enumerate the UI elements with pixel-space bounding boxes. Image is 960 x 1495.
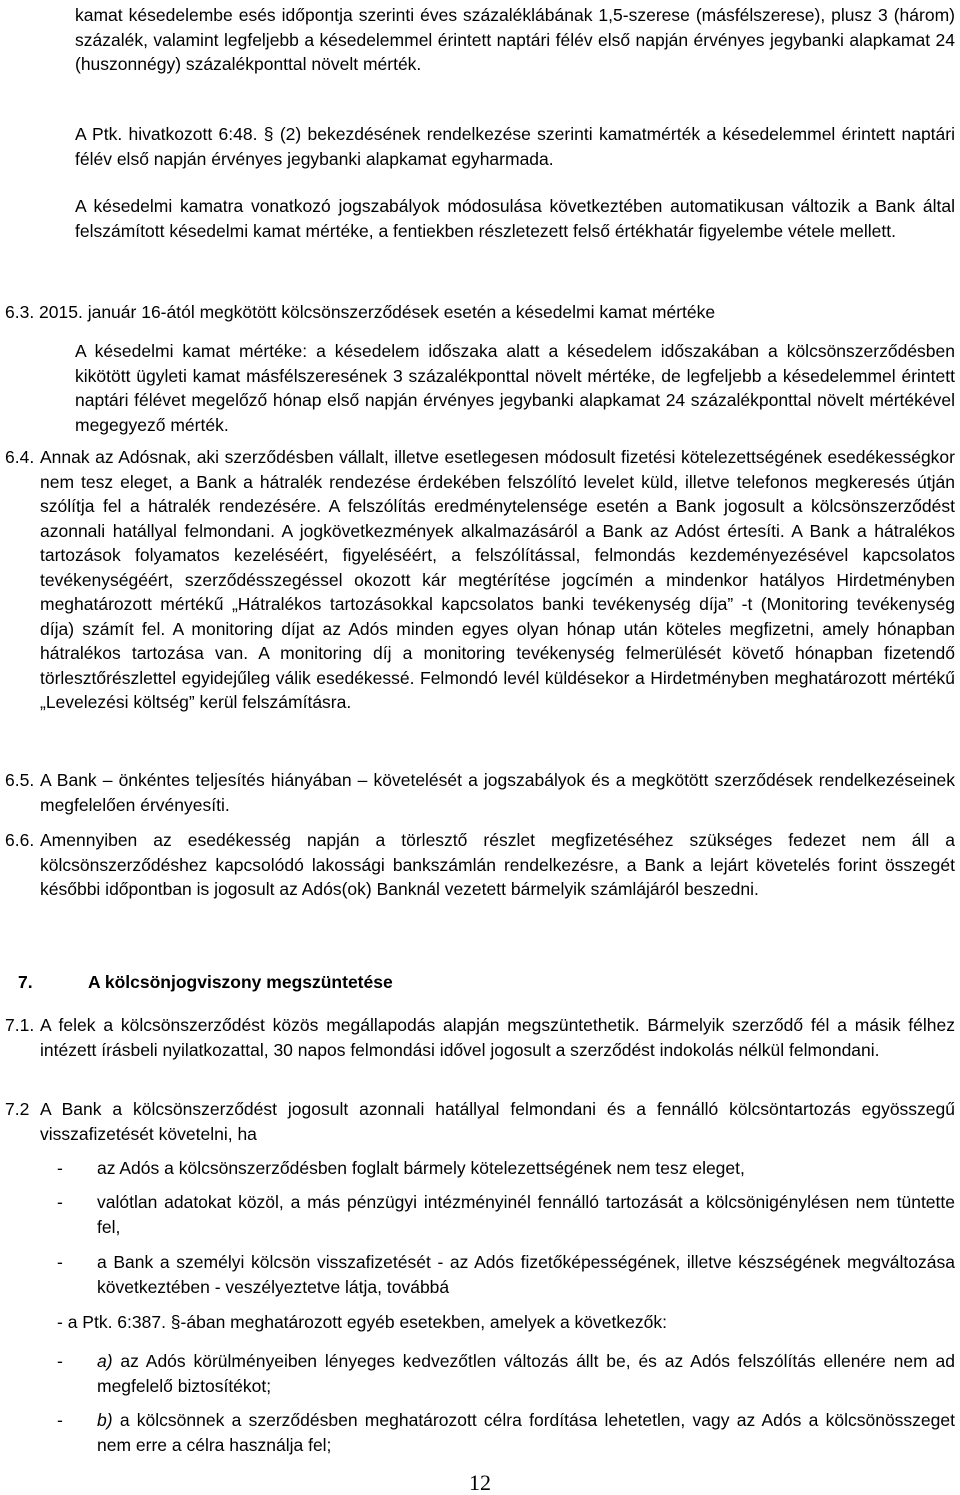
page-number: 12 <box>469 1470 491 1495</box>
section-6-3-body: A késedelmi kamat mértéke: a késedelem időszaka alatt a késedelem időszakában a kölcsönszerződésben kikötött ügyleti kamat másfélszeresének 3 százalékponttal növelt mértéke, de legfeljebb a késedelemmel érintett naptári félévet megelőző hónap első napján érvényes jegybanki alapkamat 24 százalékponttal növelt mértékével megegyező mérték. <box>75 341 955 435</box>
list-item-2: valótlan adatokat közöl, a más pénzügyi intézményinél fennálló tartozását a kölcsönigénylésen nem tüntette fel, <box>97 1192 955 1237</box>
section-6-6-number: 6.6. <box>5 830 35 850</box>
section-6-6-body: Amennyiben az esedékesség napján a törlesztő részlet megfizetéséhez szükséges fedezet nem áll a kölcsönszerződéshez kapcsolódó lakossági bankszámlán rendelkezésre, a Bank a lejárt követelés forint összegét későbbi időpontban is jogosult az Adós(ok) Banknál vezetett bármelyik számlájáról beszedni. <box>40 830 955 899</box>
list-dash: - <box>57 1351 63 1371</box>
paragraph-interest-rate-1: kamat késedelembe esés időpontja szerinti éves százaléklábának 1,5-szerese (másfélszerese), plusz 3 (három) százalék, valamint legfeljebb a késedelemmel érintett naptári félév első napján érvényes jegybanki alapkamat 24 (huszonnégy) százalékponttal növelt mérték. <box>75 5 955 74</box>
paragraph-ptk-reference: A Ptk. hivatkozott 6:48. § (2) bekezdésének rendelkezése szerinti kamatmérték a késedelemmel érintett naptári félév első napján érvényes jegybanki alapkamat egyharmada. <box>75 124 955 169</box>
list-item-b-text: a kölcsönnek a szerződésben meghatározott célra fordítása lehetetlen, vagy az Adós a kölcsönösszeget nem erre a célra használja fel; <box>97 1410 955 1455</box>
list-item-b <box>97 1408 955 1457</box>
list-item-4: - a Ptk. 6:387. §-ában meghatározott egyéb esetekben, amelyek a következők: <box>57 1312 667 1332</box>
section-7-1-number: 7.1. <box>5 1015 35 1035</box>
list-item-3: a Bank a személyi kölcsön visszafizetését - az Adós fizetőképességének, illetve készségének megváltozása következtében - veszélyeztetve látja, továbbá <box>97 1252 955 1297</box>
list-dash: - <box>57 1252 63 1272</box>
paragraph-law-change: A késedelmi kamatra vonatkozó jogszabályok módosulása következtében automatikusan változik a Bank által felszámított késedelmi kamat mértéke, a fentiekben részletezett felső értékhatár figyelembe vétele mellett. <box>75 196 955 241</box>
list-item-b-label: b) <box>97 1410 113 1430</box>
list-item-a-text: az Adós körülményeiben lényeges kedvezőtlen változás állt be, és az Adós felszólítás ellenére nem ad megfelelő biztosítékot; <box>97 1351 955 1396</box>
section-7-number: 7. <box>18 972 33 992</box>
section-6-3-heading: 6.3. 2015. január 16-ától megkötött kölcsönszerződések esetén a késedelmi kamat mértéke <box>5 302 716 322</box>
list-dash: - <box>57 1410 63 1430</box>
section-6-5-number: 6.5. <box>5 770 35 790</box>
list-item-a-label: a) <box>97 1351 113 1371</box>
list-item-1: az Adós a kölcsönszerződésben foglalt bármely kötelezettségének nem tesz eleget, <box>97 1158 745 1178</box>
section-7-1-body: A felek a kölcsönszerződést közös megállapodás alapján megszüntethetik. Bármelyik szerződő fél a másik félhez intézett írásbeli nyilatkozattal, 30 napos felmondási idővel jogosult a szerződést indokolás nélkül felmondani. <box>40 1015 955 1060</box>
list-dash: - <box>57 1158 63 1178</box>
section-6-4-body: Annak az Adósnak, aki szerződésben vállalt, illetve esetlegesen módosult fizetési kötelezettségének esedékességkor nem tesz eleget, a Bank a hátralék rendezése érdekében felszólító levelet küld, illetve telefonos megkeresés útján szólítja fel a hátralék rendezésére. A felszólítás eredménytelensége esetén a Bank jogosult a kölcsönszerződést azonnali hatállyal felmondani. A jogkövetkezmények alkalmazásáról a Bank az Adóst értesíti. A Bank a hátralékos tartozások folyamatos kezeléséért, figyeléséért, a felszólítással, felmondás kezdeményezésével kapcsolatos tevékenységéért, szerződésszegéssel okozott kár megtérítése jogcímén a mindenkor hatályos Hirdetményben meghatározott mértékű „Hátralékos tartozásokkal kapcsolatos banki tevékenység díja” -t (Monitoring tevékenység díja) számít fel. A monitoring díjat az Adós minden egyes olyan hónap után köteles megfizetni, amely hónapban hátralékos tartozása van. A monitoring díj a monitoring tevékenység felmerülését követő hónapban fizetendő törlesztőrészlettel egyidejűleg válik esedékessé. Felmondó levél küldésekor a Hirdetményben meghatározott mértékű „Levelezési költség” kerül felszámításra. <box>40 447 955 712</box>
section-6-5-body: A Bank – önkéntes teljesítés hiányában – követelését a jogszabályok és a megkötött szerződések rendelkezéseinek megfelelően érvényesíti. <box>40 770 955 815</box>
section-7-2-number: 7.2 <box>5 1099 30 1119</box>
section-6-4-number: 6.4. <box>5 447 35 467</box>
list-dash: - <box>57 1192 63 1212</box>
section-7-2-body: A Bank a kölcsönszerződést jogosult azonnali hatállyal felmondani és a fennálló kölcsöntartozás egyösszegű visszafizetését követelni, ha <box>40 1099 955 1144</box>
list-item-a <box>97 1349 955 1398</box>
section-7-title: A kölcsönjogviszony megszüntetése <box>88 972 393 992</box>
